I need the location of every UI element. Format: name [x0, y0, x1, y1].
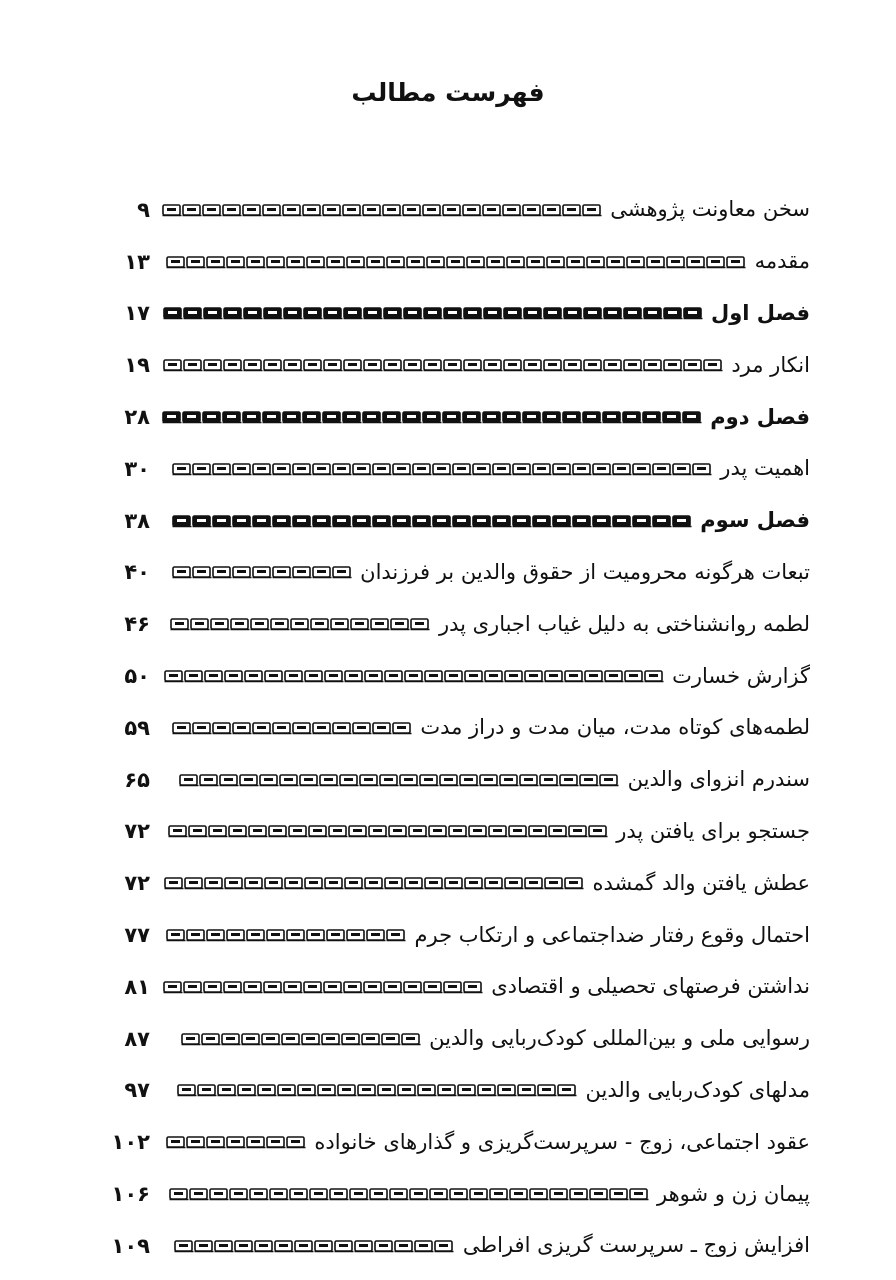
toc-entry-row [110, 184, 810, 236]
toc-chapter-row [110, 288, 810, 340]
toc-page-number: ۱۰۹ [111, 1233, 150, 1258]
toc-entry-row [110, 598, 810, 650]
table-of-contents [110, 184, 810, 1272]
toc-entry-label: رسوایی ملی و بین‌المللی کودک‌ربایی والدین [429, 1026, 810, 1051]
leader-ornament [162, 203, 602, 217]
toc-entry-row [110, 443, 810, 495]
leader-ornament [162, 306, 703, 320]
toc-chapter-row [110, 495, 810, 547]
toc-entry-label: سندرم انزوای والدین [627, 767, 810, 792]
toc-entry-label: فصل سوم [700, 508, 810, 533]
toc-entry-label: مدلهای کودک‌ربایی والدین [585, 1077, 810, 1102]
toc-page-number: ۴۰ [124, 560, 150, 585]
toc-entry-label: گزارش خسارت [672, 663, 810, 688]
toc-entry-row [110, 1168, 810, 1220]
toc-entry-row [110, 702, 810, 754]
toc-entry-label: احتمال وقوع رفتار ضداجتماعی و ارتکاب جرم [414, 922, 810, 947]
toc-entry-row [110, 339, 810, 391]
toc-entry-label: فصل اول [711, 300, 810, 325]
toc-page-number: ۸۱ [124, 974, 150, 999]
toc-page-number: ۱۹ [124, 353, 150, 378]
toc-page-number: ۵۰ [124, 664, 150, 689]
toc-page-number: ۲۸ [124, 405, 150, 430]
toc-entry-label: فصل دوم [710, 404, 810, 429]
leader-ornament [162, 255, 747, 269]
toc-page-number: ۱۳ [124, 249, 150, 274]
toc-page-number: ۳۸ [124, 508, 150, 533]
toc-entry-row [110, 806, 810, 858]
toc-entry-label: سخن معاونت پژوهشی [610, 197, 810, 222]
leader-ornament [162, 1187, 649, 1201]
toc-entry-row [110, 857, 810, 909]
toc-entry-row [110, 1220, 810, 1272]
leader-ornament [162, 358, 723, 372]
toc-entry-label: انکار مرد [731, 352, 810, 377]
toc-entry-row [110, 650, 810, 702]
toc-page-number: ۱۰۶ [111, 1182, 150, 1207]
toc-page-number: ۶۵ [124, 767, 150, 792]
toc-entry-row [110, 909, 810, 961]
toc-entry-label: لطمه‌های کوتاه مدت، میان مدت و دراز مدت [420, 715, 810, 740]
toc-entry-label: عقود اجتماعی، زوج - سرپرست‌گریزی و گذارهای خانواده [314, 1129, 810, 1154]
toc-entry-row [110, 754, 810, 806]
leader-ornament [162, 1032, 421, 1046]
toc-entry-row [110, 961, 810, 1013]
leader-ornament [162, 721, 412, 735]
leader-ornament [162, 773, 620, 787]
leader-ornament [162, 876, 585, 890]
leader-ornament [162, 565, 352, 579]
toc-page-number: ۵۹ [124, 715, 150, 740]
leader-ornament [162, 824, 608, 838]
toc-entry-label: جستجو برای یافتن پدر [616, 818, 810, 843]
toc-page-number: ۹ [137, 197, 150, 222]
toc-page-number: ۱۰۲ [111, 1130, 150, 1155]
leader-ornament [162, 1083, 578, 1097]
toc-page-number: ۹۷ [124, 1078, 150, 1103]
toc-entry-label: لطمه روانشناختی به دلیل غیاب اجباری پدر [438, 611, 810, 636]
leader-ornament [162, 1239, 455, 1253]
toc-chapter-row [110, 391, 810, 443]
toc-entry-row [110, 1065, 810, 1117]
toc-page-number: ۷۲ [124, 871, 150, 896]
toc-entry-label: عطش یافتن والد گمشده [592, 870, 810, 895]
toc-entry-row [110, 1116, 810, 1168]
leader-ornament [162, 514, 692, 528]
toc-page-number: ۳۰ [124, 456, 150, 481]
toc-entry-row [110, 547, 810, 599]
toc-entry-label: تبعات هرگونه محرومیت از حقوق والدین بر فرزندان [360, 559, 810, 584]
leader-ornament [162, 1135, 306, 1149]
toc-entry-label: پیمان زن و شوهر [657, 1181, 810, 1206]
leader-ornament [162, 669, 664, 683]
page-title: فهرست مطالب [351, 78, 545, 107]
toc-entry-label: اهمیت پدر [720, 456, 810, 481]
toc-page-number: ۴۶ [124, 612, 150, 637]
toc-page-number: ۷۲ [124, 819, 150, 844]
toc-entry-label: مقدمه [754, 249, 810, 274]
leader-ornament [162, 928, 407, 942]
toc-entry-label: نداشتن فرصتهای تحصیلی و اقتصادی [491, 974, 810, 999]
leader-ornament [162, 410, 702, 424]
toc-page-number: ۷۷ [124, 923, 150, 948]
leader-ornament [162, 617, 431, 631]
toc-entry-label: افزایش زوج ـ سرپرست گریزی افراطی [462, 1233, 810, 1258]
toc-page-number: ۸۷ [124, 1026, 150, 1051]
toc-entry-row [110, 1013, 810, 1065]
toc-entry-row [110, 236, 810, 288]
leader-ornament [162, 980, 483, 994]
leader-ornament [162, 462, 712, 476]
toc-page-number: ۱۷ [124, 301, 150, 326]
